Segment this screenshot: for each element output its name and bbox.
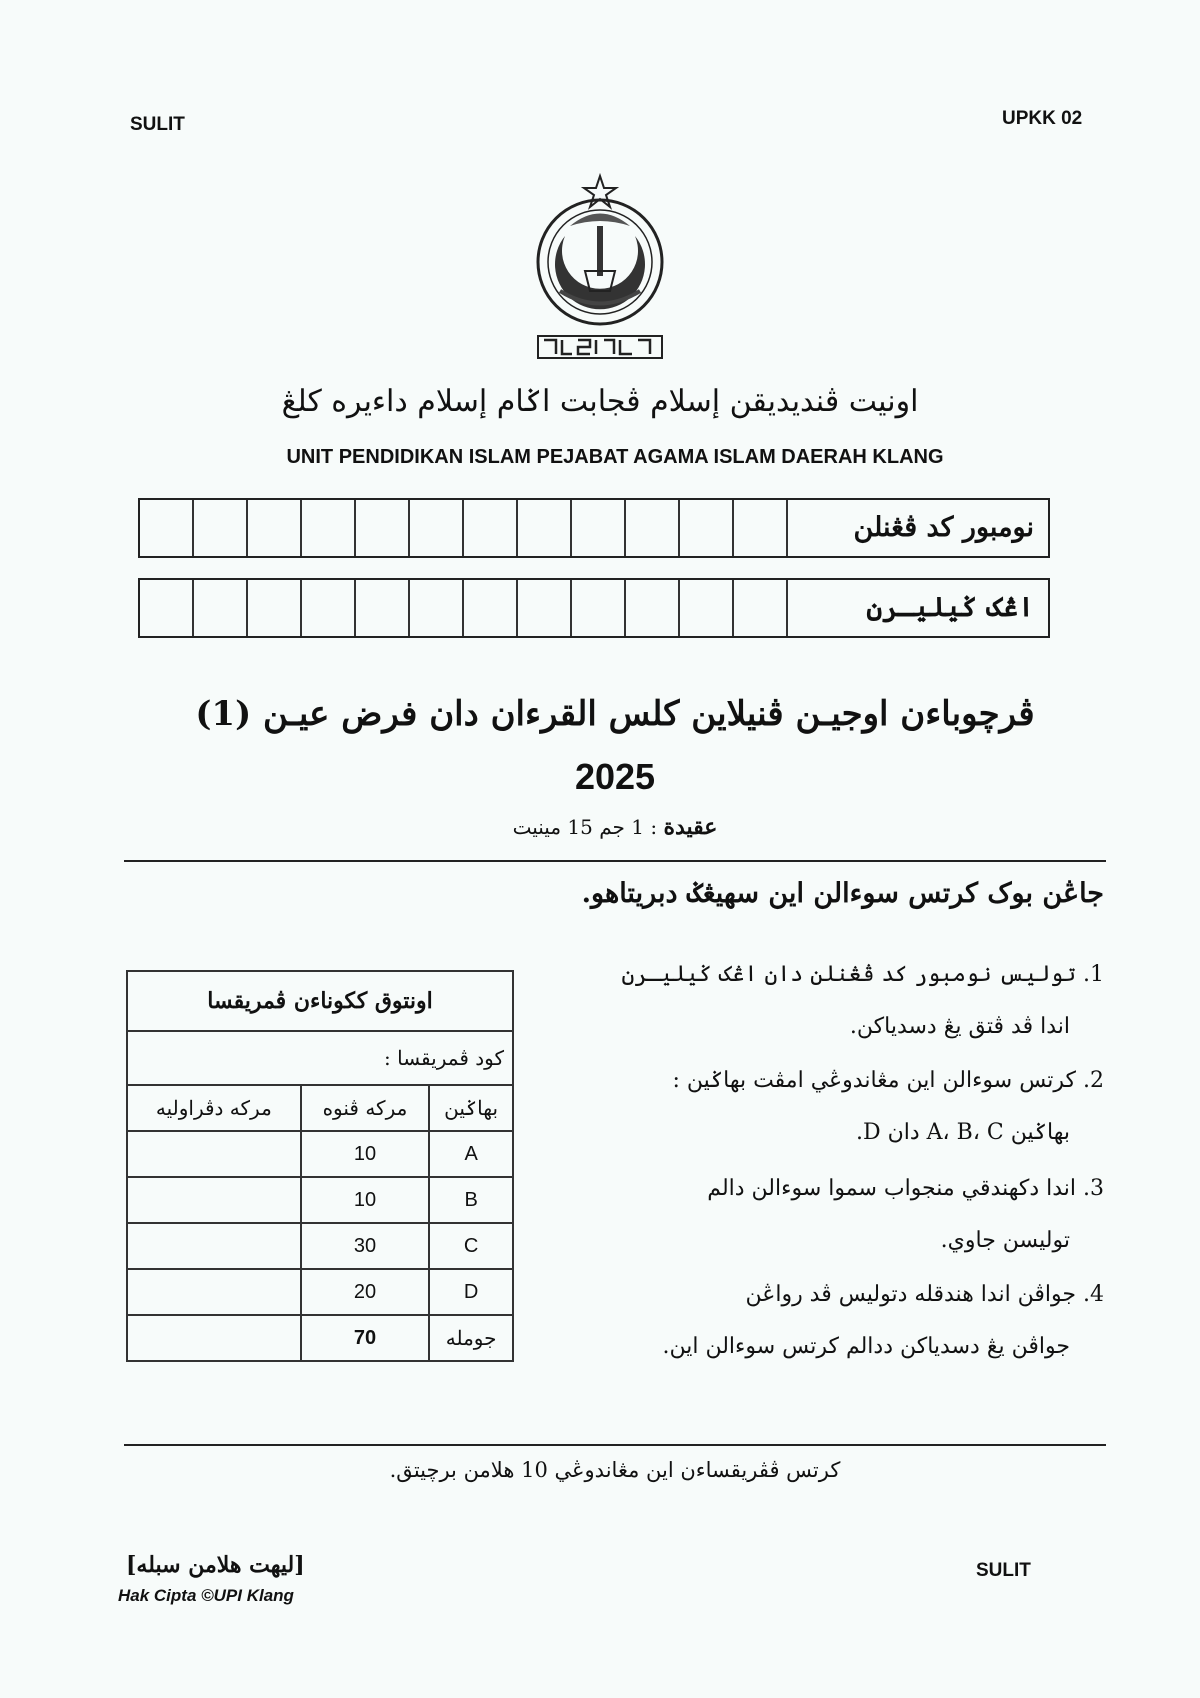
page-count-note: كرتس ڤڤريقساءن اين مڠاندوڠي 10 هلامن برچيتق. xyxy=(389,1458,841,1482)
index-number-boxes[interactable] xyxy=(138,498,1050,558)
full-marks-cell: 10 xyxy=(301,1177,430,1223)
total-full-marks: 70 xyxy=(301,1315,430,1361)
table-header-row xyxy=(127,1085,513,1131)
duration-value: : 1 جم 15 مينيت xyxy=(512,815,658,839)
digit-box[interactable] xyxy=(734,580,788,636)
next-page-note: [ليهت هلامن سبله] xyxy=(126,1552,305,1578)
digit-box[interactable] xyxy=(356,580,410,636)
section-cell: B xyxy=(429,1177,513,1223)
instruction-2-line-2: بهاݢين A، B، C دان D. xyxy=(855,1120,1070,1145)
digit-box[interactable] xyxy=(140,500,194,556)
instruction-1-line-1: 1. توليس نومبور كد ڤڠنلن دان اڠک ݢيليـرن xyxy=(621,962,1104,987)
examiner-code-field[interactable]: كود ڤمريقسا : xyxy=(127,1031,513,1085)
obtained-marks-cell[interactable] xyxy=(127,1177,301,1223)
exam-year: 2025 xyxy=(574,756,656,797)
instruction-2-line-1: 2. كرتس سوءالن اين مڠاندوڠي امڤت بهاݢين : xyxy=(672,1068,1104,1093)
digit-box[interactable] xyxy=(572,580,626,636)
obtained-marks-cell[interactable] xyxy=(127,1131,301,1177)
digit-box[interactable] xyxy=(356,500,410,556)
instruction-4-line-2: جواڤن يڠ دسدياكن ددالم كرتس سوءالن اين. xyxy=(662,1334,1070,1359)
instruction-3-line-1: 3. اندا دكهندقي منجواب سموا سوءالن دالم xyxy=(707,1176,1104,1201)
instruction-1-line-2: اندا ڤد ڤتق يڠ دسدياكن. xyxy=(849,1014,1070,1039)
digit-box[interactable] xyxy=(626,500,680,556)
instruction-3-line-2: توليسن جاوي. xyxy=(940,1228,1070,1253)
digit-box[interactable] xyxy=(680,500,734,556)
column-header-obtained: مركه دڤراوليه xyxy=(127,1085,301,1131)
table-row xyxy=(127,1223,513,1269)
total-label: جومله xyxy=(429,1315,513,1361)
digit-box[interactable] xyxy=(302,580,356,636)
instruction-4-line-1: 4. جواڤن اندا هندقله دتوليس ڤد رواڠن xyxy=(745,1282,1104,1307)
document-code: UPKK 02 xyxy=(1002,108,1083,129)
digit-box[interactable] xyxy=(464,580,518,636)
full-marks-cell: 30 xyxy=(301,1223,430,1269)
table-total-row xyxy=(127,1315,513,1361)
table-row xyxy=(127,1269,513,1315)
total-obtained-cell[interactable] xyxy=(127,1315,301,1361)
candidate-id-boxes[interactable] xyxy=(138,578,1050,638)
digit-box[interactable] xyxy=(626,580,680,636)
section-cell: C xyxy=(429,1223,513,1269)
exam-title: ڤرچوباءن اوجيـن ڤنيلاين كلس القرءان دان فرض عيـن (1) xyxy=(195,694,1035,734)
column-header-section: بهاݢين xyxy=(429,1085,513,1131)
digit-box[interactable] xyxy=(464,500,518,556)
full-marks-cell: 10 xyxy=(301,1131,430,1177)
full-marks-cell: 20 xyxy=(301,1269,430,1315)
digit-box[interactable] xyxy=(248,580,302,636)
digit-box[interactable] xyxy=(194,580,248,636)
digit-box[interactable] xyxy=(518,500,572,556)
digit-box[interactable] xyxy=(518,580,572,636)
digit-box[interactable] xyxy=(248,500,302,556)
obtained-marks-cell[interactable] xyxy=(127,1223,301,1269)
classification-label-bottom: SULIT xyxy=(976,1560,1031,1581)
digit-box[interactable] xyxy=(410,580,464,636)
subject-label: عقيدة xyxy=(663,814,718,840)
digit-box[interactable] xyxy=(734,500,788,556)
institution-name-jawi: اونيت ڤنديديقن إسلام ڤجابت اݢام إسلام داءيره كلڠ xyxy=(281,384,919,419)
obtained-marks-cell[interactable] xyxy=(127,1269,301,1315)
score-table-title: اونتوق ككوناءن ڤمريقسا xyxy=(127,971,513,1031)
table-row xyxy=(127,1177,513,1223)
institution-name-latin: UNIT PENDIDIKAN ISLAM PEJABAT AGAMA ISLAM DAERAH KLANG xyxy=(286,446,944,468)
candidate-id-label: اڠک ݢيليـرن xyxy=(866,592,1034,623)
exam-duration xyxy=(0,814,1200,840)
examiner-score-table xyxy=(126,970,514,1362)
divider xyxy=(124,860,1106,862)
section-cell: D xyxy=(429,1269,513,1315)
table-row xyxy=(127,1131,513,1177)
section-cell: A xyxy=(429,1131,513,1177)
digit-box[interactable] xyxy=(572,500,626,556)
index-number-label: نومبور كد ڤڠنلن xyxy=(853,512,1034,543)
digit-box[interactable] xyxy=(410,500,464,556)
selangor-islamic-crest-logo xyxy=(520,166,680,366)
copyright-notice: Hak Cipta ©UPI Klang xyxy=(118,1586,294,1605)
classification-label-top: SULIT xyxy=(130,114,185,135)
digit-box[interactable] xyxy=(680,580,734,636)
instructions-heading: جاڠن بوک كرتس سوءالن اين سهيڠݢ دبريتاهو. xyxy=(581,878,1104,909)
column-header-full-marks: مركه ڤنوه xyxy=(301,1085,430,1131)
divider xyxy=(124,1444,1106,1446)
digit-box[interactable] xyxy=(194,500,248,556)
digit-box[interactable] xyxy=(140,580,194,636)
digit-box[interactable] xyxy=(302,500,356,556)
